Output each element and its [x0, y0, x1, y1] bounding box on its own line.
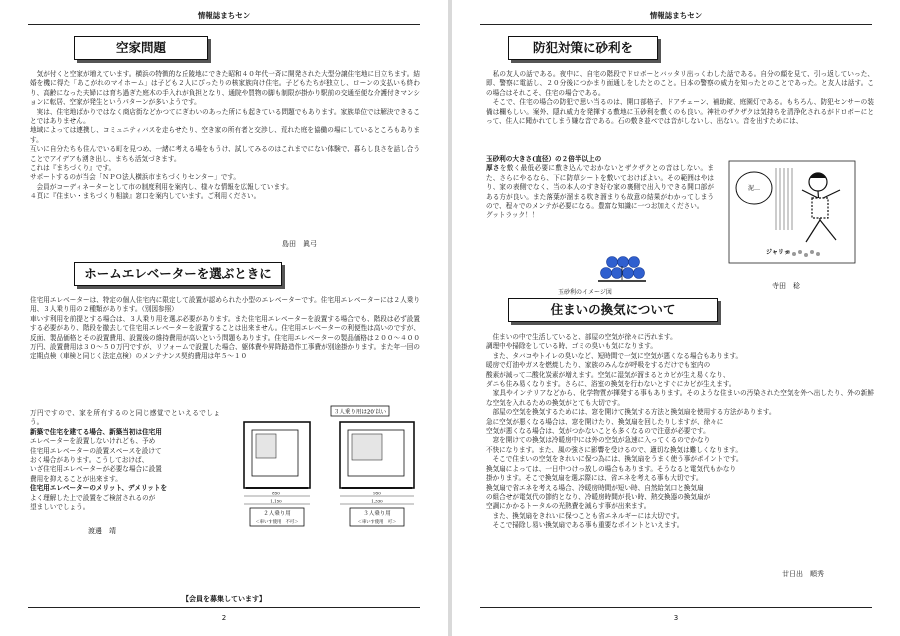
paragraph: 住宅用エレベーターは、特定の個人住宅内に限定して設置が認められた小型のエレベーターです。住宅用エレベーターには２人乗り用、３人乗り用の２種類があります。（別図参照）	[30, 296, 420, 314]
notice-new-build: 新築で住宅を建てる場合、新築当初は住宅用	[30, 427, 162, 436]
line: エレベーターを設置しないけれども、予め	[30, 437, 156, 446]
header-title: 情報誌まちセン	[644, 11, 709, 20]
caption-right-sub: ＜車いす使用 可＞	[357, 520, 397, 525]
paragraph: また、タバコやトイレの臭いなど、短時間で一気に空気が悪くなる場合もあります。	[486, 351, 743, 360]
paragraph: これは『まちづくり』です。	[30, 164, 116, 173]
author-shimada: 島田 眞弓	[282, 240, 317, 248]
line: いざ住宅用エレベーターが必要な場合に設置	[30, 465, 162, 474]
author-hatsukade: 廿日出 順秀	[782, 570, 824, 578]
paragraph: 互いに自分たちも住んでいる町を見つめ、一緒に考える場をもうけ、試してみるのはこれまでにない体験で、暮らし良さを話し合うことでアイデアも湧き出し、まちも活気づきます。	[30, 145, 420, 163]
author-terada: 寺田 稔	[772, 282, 800, 290]
paragraph: 家具やインテリアなどから、化学物質が揮発する事もあります。そのような住まいの汚染された空気を外へ出したり、外の新鮮な空気を入れるための換気がとても大切です。	[486, 389, 874, 407]
page-header	[480, 10, 872, 25]
section-title-ventilation: 住まいの換気について	[508, 298, 718, 322]
gravel-wrap-text: を敷く最低必要に敷き込んでおかないとザクザクとの音はしない。また、さらにやるなら、下に防草シートを敷いておけばよい。その範囲はやはり、家の表側でなく、当の本人のすき好む家の裏側で出入りできる開口部がある方が良い。また落葉が溜まる吹き溜まりも故意の結果がわかってしまうので、程々でのメンテが必要になる。豊富な知識に一つお加えください。	[486, 164, 714, 211]
dim-left-inner: 850	[272, 490, 280, 496]
paragraph: 換気扇で省エネを考える場合、冷暖房時間が短い時、自然給気口と換気扇	[486, 483, 704, 492]
paragraph: 換気扇によっては、一日中つけっ放しの場合もあります。そうなると電気代もかなり	[486, 464, 737, 473]
paragraph: 私の友人の話である。夜中に、自宅の階段でドロボーとバッタリ出っくわした話である。自分の顔を見て、引っ返していった、即、警察に電話し、２０分後につかまり面通しをしたとのこと。日本の警察の威力を知ったとのことであった。と友人は話す。この場合はそれこそ、住宅の場合である。	[486, 70, 874, 97]
paragraph: そこで住まいの空気をきれいに保つ為には、換気扇をうまく使う事がポイントです。	[486, 455, 743, 464]
line: おく場合があります。こうしておけば、	[30, 456, 149, 465]
good-luck: グットラック！！	[486, 211, 539, 220]
right-page	[452, 0, 900, 636]
paragraph: 空調にかかるトータルの光熱費を減らす事が出来ます。	[486, 502, 651, 511]
crunch-sound-text: ジャリッ	[766, 249, 790, 256]
paragraph: 地域によっては連携し、コミュニティバスを走らせたり、空き家の所有者と交渉し、荒れた庭を協働の場にしているところもあります。	[30, 126, 420, 144]
burglar-illustration	[728, 160, 856, 264]
gravel-image-caption: 玉砂利のイメージ図	[558, 289, 612, 296]
speech-bubble-text: 泥…	[747, 185, 761, 192]
paragraph: そこで、住宅の場合の防犯で思い当るのは、開口部格子、ドアチェーン、補助錠、庭園灯である。もちろん、防犯センサーの装備は欄もしい。案外、隠れ威力を発揮する敷地に玉砂利を敷くのも良い。神社のザクザクは気持ちを清浄化されるがドロボーにとって、住人に聞かれてしまう嫌な音である。石の敷き並べでは音がしないし、出ない。音を出すためには、	[486, 98, 874, 126]
paragraph: また、換気扇をきれいに保つことも省エネルギーには大切です。	[486, 511, 684, 520]
page-number: 2	[221, 614, 227, 622]
dim-right-outer: 1,330	[371, 498, 383, 504]
figure-top-label: ３人乗り用は20′以い	[333, 409, 387, 416]
member-recruit: 【会員を募集しています】	[182, 595, 266, 603]
elevator-body-col	[30, 409, 220, 512]
section-title-crime-prevention: 防犯対策に砂利を	[508, 36, 658, 60]
section-title-vacant-houses: 空家問題	[74, 36, 208, 60]
caption-left-sub: ＜車いす使用 不可＞	[255, 520, 299, 525]
paragraph: 不快になります。また、風の強さに影響を受けるので、適切な換気は難しくなります。	[486, 445, 742, 454]
gravel-thickness-lead: 厚さ	[486, 164, 500, 173]
paragraph: 窓を開けての換気は冷暖房中には外の空気が急速に入ってくるのでかなり	[486, 436, 711, 445]
crime-prevention-wrap	[486, 155, 714, 221]
paragraph: 実は、住宅地ばかりではなく商店街などかつてにぎわいのあった所にも起きている問題でもあります。家族単位では解決できることではありません。	[30, 107, 420, 126]
paragraph: 万円ですので、家を所有するのと同じ感覚でといえるでしょう。	[30, 409, 220, 427]
paragraph: 会員がコーディネーターとして市の制度利用を案内し、様々な情報を広報しています。	[30, 182, 293, 191]
line: 望ましいでしょう。	[30, 503, 90, 512]
line: 住宅用エレベーターの設置スペースを設けて	[30, 446, 162, 455]
caption-left-title: ２人乗り用	[263, 511, 291, 517]
paragraph: そこで掃除し易い換気扇である事も重要なポイントといえます。	[486, 521, 684, 530]
footer-rule	[480, 607, 872, 608]
paragraph: 車いす利用を前提とする場合は、３人乗り用を選ぶ必要があります。また住宅用エレベーターを設置する場合でも、階段は必ず設置する必要があり、階段を撤去して住宅用エレベーターを設置することは出来ません。住宅用エレベーターの利便性は高いのですが、反面、製品価格とその設置費用、設置後の維持費用が高いという問題もあります。住宅用エレベーターの製品価格は２００～４００万円、設置費用は３０～５０万円ですが、リフォームで設置した場合、躯体費や昇降路造作工事費が別途掛かります。また年一回の定期点検（車検と同じく法定点検）のメンテナンス契約費用は年５～１０	[30, 314, 420, 361]
paragraph: 掛かります。そこで換気扇を選ぶ際には、省エネを考える事も大切です。	[486, 474, 703, 483]
page-number: 3	[673, 614, 679, 622]
paragraph: 暖房で灯油やガスを燃焼したり、家族のみんなが呼吸をするだけでも室内の	[486, 361, 711, 370]
paragraph: ダニも住み易くなります。さらに、浴室の換気を行わないとすぐにカビが生えます。	[486, 380, 736, 389]
line: 費用を抑えることが出来ます。	[30, 474, 122, 483]
crime-prevention-body	[486, 70, 874, 126]
paragraph: 調理中や掃除をしている時、ゴミの臭いも気になります。	[486, 342, 657, 351]
paragraph: 急に空気が悪くなる場合は、窓を開けたり、換気扇を回したりしますが、徐々に	[486, 417, 724, 426]
paragraph: ４頁に『住まい・まちづくり相談』窓口を案内しています。ご利用ください。	[30, 192, 261, 201]
dim-right-inner: 950	[373, 490, 381, 496]
left-page	[0, 0, 448, 636]
paragraph: 空気が悪くなる場合は、気がつかないことも多くなるので注意が必要です。	[486, 427, 710, 436]
plan-two-person	[244, 422, 310, 504]
paragraph: 住まいの中で生活していると、部屋の空気が徐々に汚れます。	[486, 333, 677, 341]
paragraph: 気が付くと空家が増えています。横浜の特徴的な丘陵地にできた昭和４０年代一斉に開発された大型分譲住宅地に目立ちます。結婚を機に得た「あこがれのマイホーム」は子ども２人にぴったりの核家族向け住宅。子どもたちが独立し、ローンの支払いも終わり、高齢になった夫婦には育ち過ぎた庭木の手入れが負担となり、通院や買物の脚も制限が掛かり駅前の交通至便な介護付きマンションに転居、空家が発生というパターンが多いようです。	[30, 70, 420, 107]
paragraph: の組合せが電気代の節約となり、冷暖房時間が長い時、熱交換器の換気扇が	[486, 492, 711, 501]
footer-rule	[28, 607, 420, 608]
ventilation-body	[486, 333, 874, 531]
page-header	[28, 10, 420, 25]
paragraph: 酸素が減って二酸化炭素が増えます。空気に湿気が溜まるとカビが生え易くなり、	[486, 370, 730, 379]
caption-right-title: ３人乗り用	[363, 511, 391, 517]
author-watanabe: 渡邊 靖	[88, 527, 116, 535]
paragraph: サポートするのが当会「ＮＰＯ法人横浜市まちづくりセンター」です。	[30, 173, 240, 182]
elevator-body	[30, 296, 420, 362]
elevator-floor-plan-figure	[226, 404, 426, 528]
section-title-home-elevator: ホームエレベーターを選ぶときに	[74, 262, 282, 286]
gravel-size-rule: 玉砂利の大きさ(直径）の２倍半以上の	[486, 155, 602, 163]
header-title: 情報誌まちセン	[192, 11, 257, 20]
plan-three-person	[340, 422, 414, 504]
paragraph: 部屋の空気を換気するためには、窓を開けて換気する方法と換気扇を使用する方法があります。	[486, 408, 776, 417]
vacant-houses-body	[30, 70, 420, 202]
notice-merit: 住宅用エレベーターのメリット、デメリットを	[30, 484, 168, 493]
dim-left-outer: 1,150	[270, 498, 282, 504]
line: よく理解した上で設置をご検討されるのが	[30, 493, 156, 502]
gravel-image	[592, 254, 652, 288]
